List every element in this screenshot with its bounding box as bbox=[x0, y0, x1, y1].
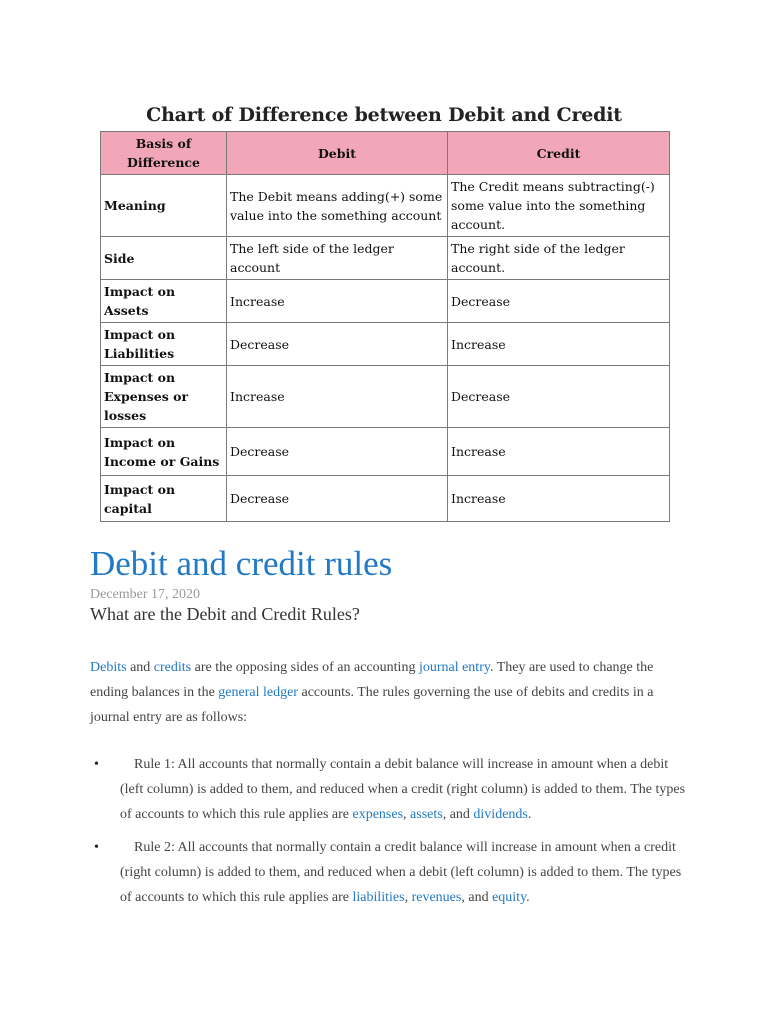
link-general-ledger[interactable]: general ledger bbox=[218, 685, 298, 700]
debit-cell: Decrease bbox=[227, 428, 448, 476]
credit-cell: Increase bbox=[448, 476, 670, 522]
chart-title: Chart of Difference between Debit and Credit bbox=[146, 104, 622, 126]
basis-cell: Impact on Income or Gains bbox=[101, 428, 227, 476]
credit-cell: Decrease bbox=[448, 280, 670, 323]
header-credit: Credit bbox=[448, 132, 670, 175]
basis-cell: Side bbox=[101, 237, 227, 280]
basis-cell: Impact on Assets bbox=[101, 280, 227, 323]
rule-text: Rule 2: All accounts that normally contain a credit balance will increase in amount when a credit (right column) is added to them, and reduced when a debit (left column) is added to them. The types of accounts to which this rule applies are bbox=[120, 840, 682, 905]
link-journal-entry[interactable]: journal entry bbox=[418, 660, 490, 675]
table-row bbox=[101, 323, 670, 366]
rules-list bbox=[90, 752, 690, 918]
credit-cell: The right side of the ledger account. bbox=[448, 237, 670, 280]
rule-separator: , bbox=[403, 807, 411, 822]
post-date: December 17, 2020 bbox=[90, 587, 201, 602]
credit-cell: The Credit means subtracting(-) some value into the something account. bbox=[448, 175, 670, 237]
rule-end: . bbox=[526, 890, 530, 905]
basis-cell: Impact on capital bbox=[101, 476, 227, 522]
rule-end: . bbox=[527, 807, 532, 822]
link-debits[interactable]: Debits bbox=[90, 660, 127, 675]
link-credits[interactable]: credits bbox=[153, 660, 192, 675]
intro-text: . They are used to change the ending balances in the bbox=[90, 660, 654, 700]
table-header-row bbox=[101, 132, 670, 175]
debit-cell: Increase bbox=[227, 280, 448, 323]
table-row bbox=[101, 476, 670, 522]
debit-cell: Decrease bbox=[227, 323, 448, 366]
header-basis: Basis of Difference bbox=[101, 132, 227, 175]
list-item bbox=[90, 835, 690, 910]
article-title: Debit and credit rules bbox=[90, 544, 393, 583]
intro-text: and bbox=[126, 660, 154, 675]
rule-separator: , and bbox=[442, 807, 474, 822]
list-item bbox=[90, 752, 690, 827]
credit-cell: Increase bbox=[448, 323, 670, 366]
table-row bbox=[101, 280, 670, 323]
debit-cell: The Debit means adding(+) some value into the something account bbox=[227, 175, 448, 237]
basis-cell: Impact on Liabilities bbox=[101, 323, 227, 366]
link-equity[interactable]: equity bbox=[492, 890, 527, 905]
link-liabilities[interactable]: liabilities bbox=[352, 890, 405, 905]
link-revenues[interactable]: revenues bbox=[411, 890, 462, 905]
table-row bbox=[101, 428, 670, 476]
debit-cell: Decrease bbox=[227, 476, 448, 522]
rule-separator: , bbox=[404, 890, 412, 905]
basis-cell: Meaning bbox=[101, 175, 227, 237]
link-dividends[interactable]: dividends bbox=[473, 807, 528, 822]
credit-cell: Increase bbox=[448, 428, 670, 476]
rule-separator: , and bbox=[461, 890, 493, 905]
table-row bbox=[101, 175, 670, 237]
debit-cell: Increase bbox=[227, 366, 448, 428]
intro-paragraph bbox=[90, 655, 690, 730]
table-row bbox=[101, 366, 670, 428]
basis-cell: Impact on Expenses or losses bbox=[101, 366, 227, 428]
intro-text: are the opposing sides of an accounting bbox=[191, 660, 419, 675]
debit-cell: The left side of the ledger account bbox=[227, 237, 448, 280]
table-row bbox=[101, 237, 670, 280]
link-expenses[interactable]: expenses bbox=[352, 807, 404, 822]
header-debit: Debit bbox=[227, 132, 448, 175]
bullet-icon: • bbox=[94, 757, 99, 772]
credit-cell: Decrease bbox=[448, 366, 670, 428]
rule-text: Rule 1: All accounts that normally contain a debit balance will increase in amount when a debit (left column) is added to them, and reduced when a credit (right column) is added to them. The types of accounts to which this rule applies are bbox=[120, 757, 686, 822]
comparison-table bbox=[100, 131, 670, 522]
link-assets[interactable]: assets bbox=[410, 807, 443, 822]
bullet-icon: • bbox=[94, 840, 99, 855]
article-question: What are the Debit and Credit Rules? bbox=[90, 604, 360, 624]
intro-text: accounts. The rules governing the use of debits and credits in a journal entry are as follows: bbox=[90, 685, 654, 725]
